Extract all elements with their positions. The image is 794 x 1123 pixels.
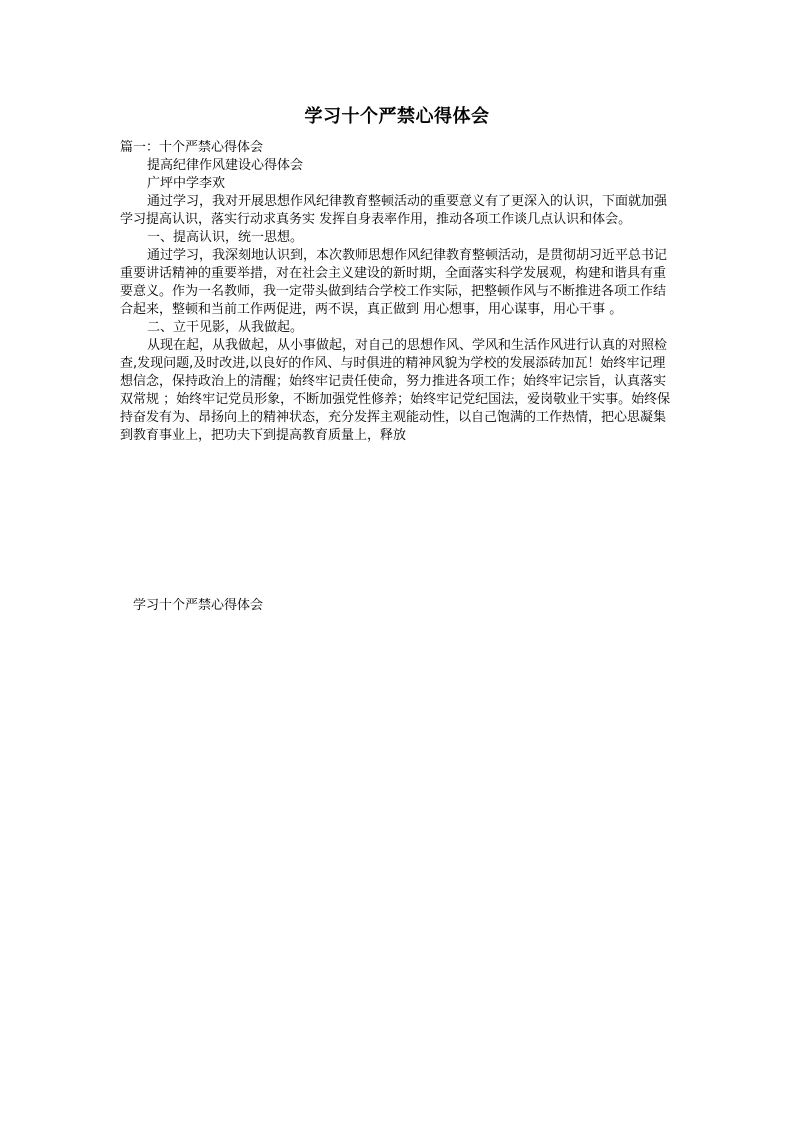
- section-heading: 二、立干见影，从我做起。: [147, 320, 304, 335]
- paragraph: 篇一：十个严禁心得体会: [120, 140, 264, 155]
- paragraph: 广坪中学李欢: [147, 176, 226, 191]
- paragraph: 提高纪律作风建设心得体会: [147, 158, 304, 173]
- paragraph: 通过学习，我对开展思想作风纪律教育整顿活动的重要意义有了更深入的认识，下面就加强学习提高认识，落实行动求真务实 发挥自身表率作用，推动各项工作谈几点认识和体会。: [120, 194, 668, 227]
- secondary-title: 学习十个严禁心得体会: [133, 598, 264, 613]
- paragraph: 通过学习，我深刻地认识到，本次教师思想作风纪律教育整顿活动，是贯彻胡习近平总书记重要讲话精神的重要举措，对在社会主义建设的新时期，全面落实科学发展观，构建和谐具有重要意义。作为一名教师，我一定带头做到结合学校工作实际，把整顿作风与不断推进各项工作结合起来，整顿和当前工作两促进，两不误，真正做到 用心想事，用心谋事，用心干事 。: [120, 248, 668, 317]
- paragraph: 从现在起，从我做起，从小事做起，对自己的思想作风、学风和生活作风进行认真的对照检查,发现问题,及时改进,以良好的作风、与时俱进的精神风貌为学校的发展添砖加瓦！始终牢记理想信念，保持政治上的清醒；始终牢记责任使命，努力推进各项工作；始终牢记宗旨，认真落实 双常规 ；始终牢记党员形象，不断加强党性修养；始终牢记党纪国法，爱岗敬业干实事。始终保持奋发有为、昂扬向上的精神状态，充分发挥主观能动性，以自己饱满的工作热情，把心思凝集到教育事业上，把功夫下到提高教育质量上，释放: [120, 338, 671, 443]
- section-heading: 一、提高认识，统一思想。: [147, 230, 304, 245]
- document-title: 学习十个严禁心得体会: [304, 106, 490, 127]
- document-body: [120, 139, 678, 445]
